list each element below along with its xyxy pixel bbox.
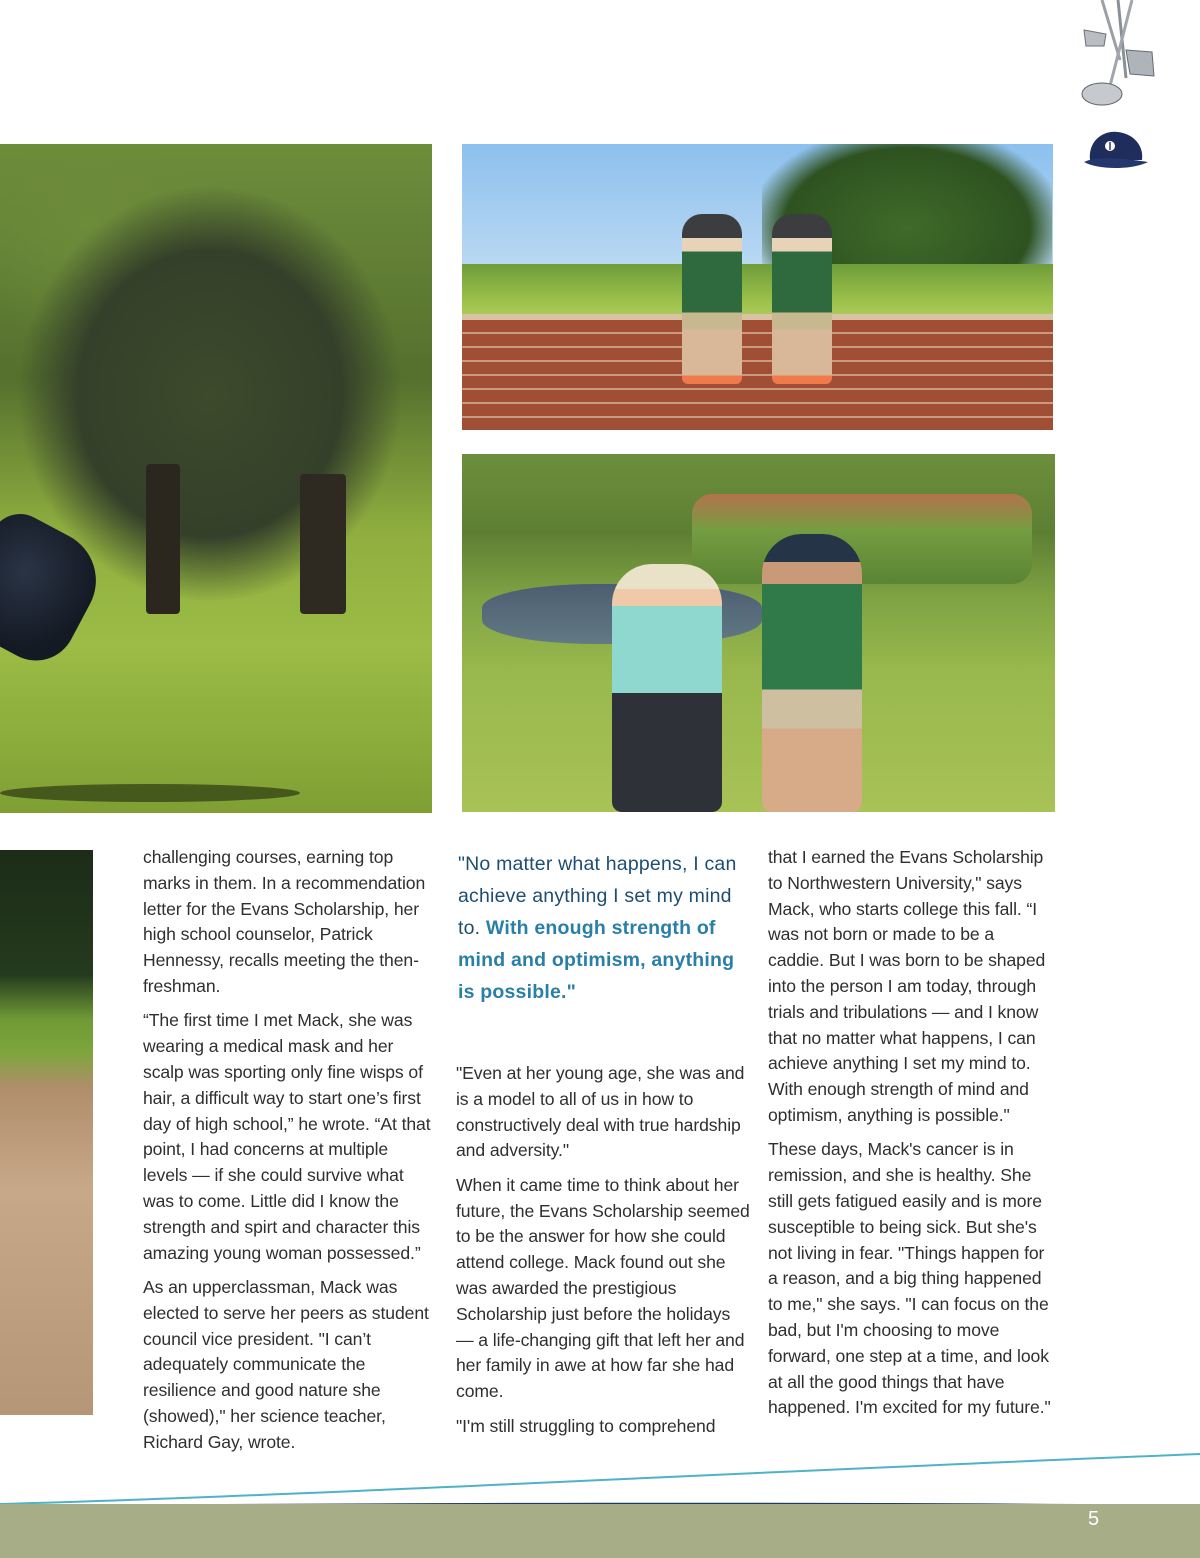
caddie-figure [682, 214, 742, 384]
golfer-figure [612, 564, 722, 812]
body-paragraph: When it came time to think about her future, the Evans Scholarship seemed to be the answer for how she could attend college. Mack found out she was awarded the prestigious Scholarship just before the holidays — a life-changing gift that left her and her family in awe at how far she had come. [456, 1174, 750, 1402]
page-number: 5 [1088, 1508, 1100, 1530]
body-paragraph: "I'm still struggling to comprehend [456, 1415, 716, 1436]
caddies-on-wall-photo [462, 144, 1053, 430]
golf-clubs-icon [1080, 0, 1160, 112]
golfer-and-caddie-photo [462, 454, 1055, 812]
article-column-1 [143, 845, 433, 1464]
flower-bed [692, 494, 1032, 584]
golf-bag [0, 503, 113, 674]
sand-bunker-photo [0, 850, 93, 1415]
brick-wall [462, 320, 1053, 430]
tree-trunk [146, 464, 180, 614]
body-paragraph: These days, Mack's cancer is in remission, and she is healthy. She still gets fatigued easily and is more susceptible to being sick. But she's not living in fear. "Things happen for a reason, and a big thing happened to me," she says. "I can focus on the bad, but I'm choosing to move forward, one step at a time, and look at all the good things that have happened. I'm excited for my future." [768, 1139, 1051, 1418]
tree-trunk [300, 474, 346, 614]
pull-quote [458, 848, 748, 1008]
article-column-3 [768, 845, 1053, 1430]
body-paragraph: As an upperclassman, Mack was elected to serve her peers as student council vice president. "I can’t adequately communicate the resilience and good nature she (showed)," her science teacher, Richard Gay, wrote. [143, 1276, 429, 1452]
footer-band [0, 1504, 1200, 1558]
body-paragraph: "Even at her young age, she was and is a model to all of us in how to constructively deal with true hardship and adversity." [456, 1063, 745, 1161]
article-column-2 [456, 1061, 751, 1448]
pull-quote-emphasis: With enough strength of mind and optimism, anything is possible." [458, 917, 735, 1003]
caddie-figure [772, 214, 832, 384]
body-paragraph: that I earned the Evans Scholarship to Northwestern University," says Mack, who starts college this fall. “I was not born or made to be a caddie. But I was born to be shaped into the person I am today, through trials and tribulations — and I know that no matter what happens, I can achieve anything I set my mind to. With enough strength of mind and optimism, anything is possible." [768, 847, 1046, 1125]
pull-quote-text: "No matter what happens, I can achieve anything I set my mind to. [458, 853, 737, 939]
golf-cap-icon [1082, 126, 1150, 174]
ground-shadow [0, 784, 300, 802]
caddie-figure [762, 534, 862, 812]
body-paragraph: “The first time I met Mack, she was wearing a medical mask and her scalp was sporting only fine wisps of hair, a difficult way to start one’s first day of high school,” he wrote. “At that point, I had concerns at multiple levels — if she could survive what was to come. Little did I know the strength and spirt and character this amazing young woman possessed.” [143, 1010, 431, 1263]
golf-course-photo-left [0, 144, 432, 813]
body-paragraph: challenging courses, earning top marks in them. In a recommendation letter for the Evans Scholarship, her high school counselor, Patrick Hennessy, recalls meeting the then-freshman. [143, 847, 426, 996]
